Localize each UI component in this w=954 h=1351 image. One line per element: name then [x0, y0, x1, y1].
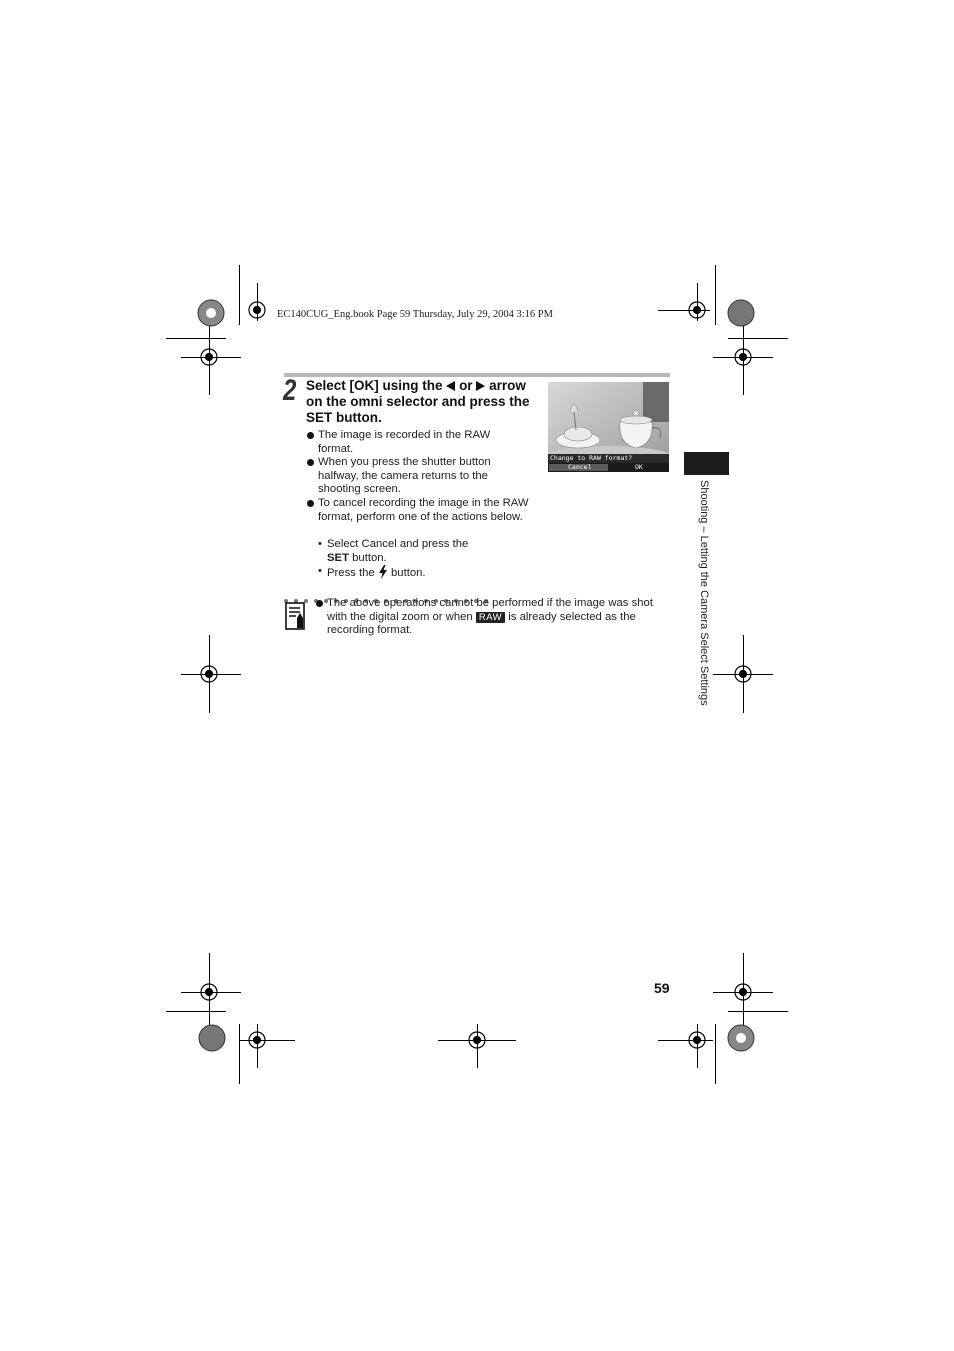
lcd-ok-option[interactable]: OK: [635, 463, 643, 471]
sub-bullet-item: • Press the button.: [318, 565, 426, 579]
step-title-or: or: [459, 378, 473, 393]
sub-bullet-item: • Select Cancel and press the SET button.: [318, 538, 469, 564]
right-arrow-icon: [476, 381, 485, 391]
camera-lcd-image: [548, 382, 669, 472]
raw-badge: RAW: [476, 612, 505, 623]
print-header: EC140CUG_Eng.book Page 59 Thursday, July 29, 2004 3:16 PM: [277, 309, 553, 320]
sub-bullet-text: Select Cancel and press the: [327, 538, 469, 550]
chapter-title: Shooting – Letting the Camera Select Settings: [698, 480, 710, 706]
step-title-part1: Select [OK] using the: [306, 378, 443, 393]
lcd-cancel-option[interactable]: Cancel: [568, 463, 592, 471]
bullet-dot-icon: [307, 432, 314, 439]
bullet-text: When you press the shutter button halfway, the camera returns to the shooting screen.: [318, 456, 491, 496]
bullet-dot-icon: [307, 500, 314, 507]
left-arrow-icon: [446, 381, 455, 391]
set-button-label: SET: [327, 551, 349, 564]
page-number: 59: [654, 980, 670, 996]
step-number: 2: [283, 374, 297, 407]
lcd-prompt: Change to RAW format?: [550, 454, 633, 462]
sub-bullet-text: button.: [352, 551, 387, 564]
sub-bullet-text: button.: [391, 567, 426, 579]
step-title: [306, 378, 542, 426]
section-bar: [284, 373, 670, 377]
bullet-text: To cancel recording the image in the RAW format, perform one of the actions below.: [318, 497, 529, 523]
sub-bullet-text: Press the: [327, 567, 375, 579]
flash-icon: [378, 565, 388, 579]
note-text: The above operations cannot be performed if the image was shot with the digital zoom or when: [327, 597, 653, 623]
bullet-text: The image is recorded in the RAW format.: [318, 429, 491, 455]
bullet-dot-icon: [307, 459, 314, 466]
step-title-part2: arrow on the omni selector and press the SET button.: [306, 378, 530, 425]
note-icon: [285, 602, 307, 630]
note-text: is already selected as the recording format.: [327, 610, 636, 637]
bullet-dot-icon: [316, 600, 323, 607]
chapter-tab: [684, 452, 729, 475]
